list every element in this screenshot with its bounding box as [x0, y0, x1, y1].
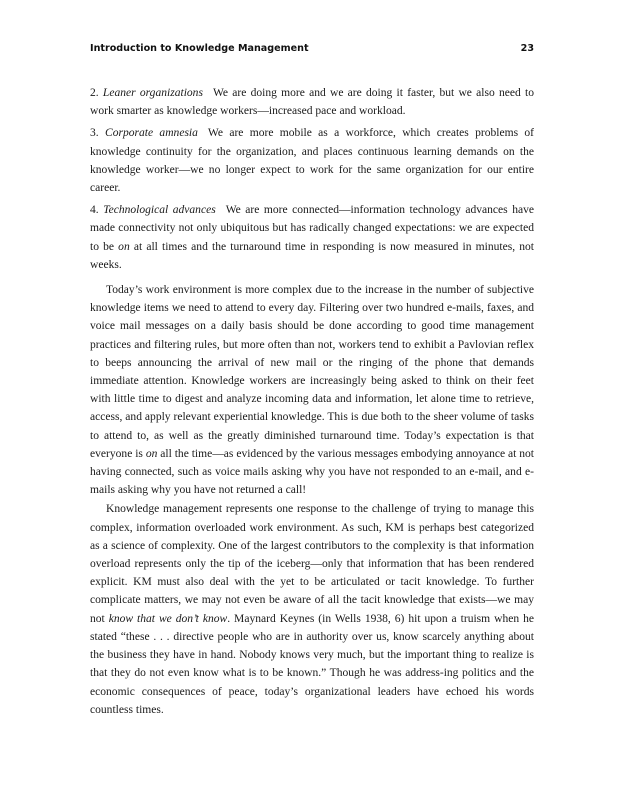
running-header: [90, 43, 534, 54]
list-item-corporate-amnesia: [90, 124, 534, 197]
emphasis-on: on: [145, 447, 158, 460]
paragraph-text-end: . Maynard Keynes (in Wells 1938, 6) hit upon a truism when he stated “these . . . directive people who are in authority over us, know scarcely anything about the business they have in hand. Nobody knows very much, but the important thing to realize is that they do not even know what is to be known.” Though he was address-ing politics and the economic consequences of peace, today’s organizational leaders have echoed his words countless times.: [90, 612, 534, 716]
list-item-number: 4.: [90, 204, 99, 217]
chapter-title: Introduction to Knowledge Management: [90, 43, 309, 54]
list-item-technological-advances: [90, 201, 534, 274]
list-item-term: Technological advances: [103, 204, 216, 217]
list-item-text: We are more connected—information technology advances have made connectivity not only ubiquitous but has radically changed expectations: we are expected to be: [90, 204, 534, 253]
paragraph-text: Knowledge management represents one response to the challenge of trying to manage this complex, information overloaded work environment. As such, KM is perhaps best categorized as a science of complexity. One of the largest contributors to the complexity is that information overload represents only the tip of the iceberg—only that information that has been rendered explicit. KM must also deal with the yet to be articulated or tacit knowledge. To further complicate matters, we may not even be aware of all the tacit knowledge that exists—we may not: [90, 503, 534, 625]
body-text: [90, 84, 534, 719]
list-item-text: We are more mobile as a workforce, which creates problems of knowledge continuity for the organization, and places continuous learning demands on the knowledge worker—we no longer expect to work for the same organization for our entire career.: [90, 127, 534, 195]
list-item-number: 2.: [90, 87, 99, 99]
paragraph-text-end: all the time—as evidenced by the various messages embodying annoyance at not having connected, such as voice mails asking why you have not responded to an e-mail, and e-mails asking why you have not returned a call!: [90, 447, 534, 497]
list-item-term: Leaner organizations: [102, 87, 203, 99]
list-item-leaner-organizations: [90, 84, 534, 120]
list-item-number: 3.: [90, 127, 99, 140]
list-item-text: We are doing more and we are doing it faster, but we also need to work smarter as knowledge workers—increased pace and workload.: [90, 87, 535, 118]
emphasis-on: on: [118, 240, 130, 253]
list-item-term: Corporate amnesia: [105, 127, 198, 140]
paragraph-text: Today’s work environment is more complex due to the increase in the number of subjective knowledge items we need to attend to every day. Filtering over two hundred e-mails, faxes, and voice mail messages on a daily basis should be done according to good time management practices and filtering rules, but more often than not, workers tend to exhibit a Pavlovian reflex to beeps announcing the arrival of new mail or the ringing of the phone that demands immediate attention. Knowledge workers are increasingly being asked to think on their feet with little time to digest and analyze incoming data and information, let alone time to retrieve, access, and apply relevant experiential knowledge. This is due both to the sheer volume of tasks to attend to, as well as the greatly diminished turnaround time. Today’s expectation is that everyone is: [90, 284, 534, 460]
emphasis-know-that-we-dont-know: know that we don’t know: [108, 612, 228, 625]
paragraph-knowledge-management: [90, 500, 534, 718]
paragraph-work-environment: [90, 281, 534, 499]
page-number: 23: [520, 43, 534, 54]
list-item-text-end: at all times and the turnaround time in responding is now measured in minutes, not weeks.: [90, 240, 535, 271]
